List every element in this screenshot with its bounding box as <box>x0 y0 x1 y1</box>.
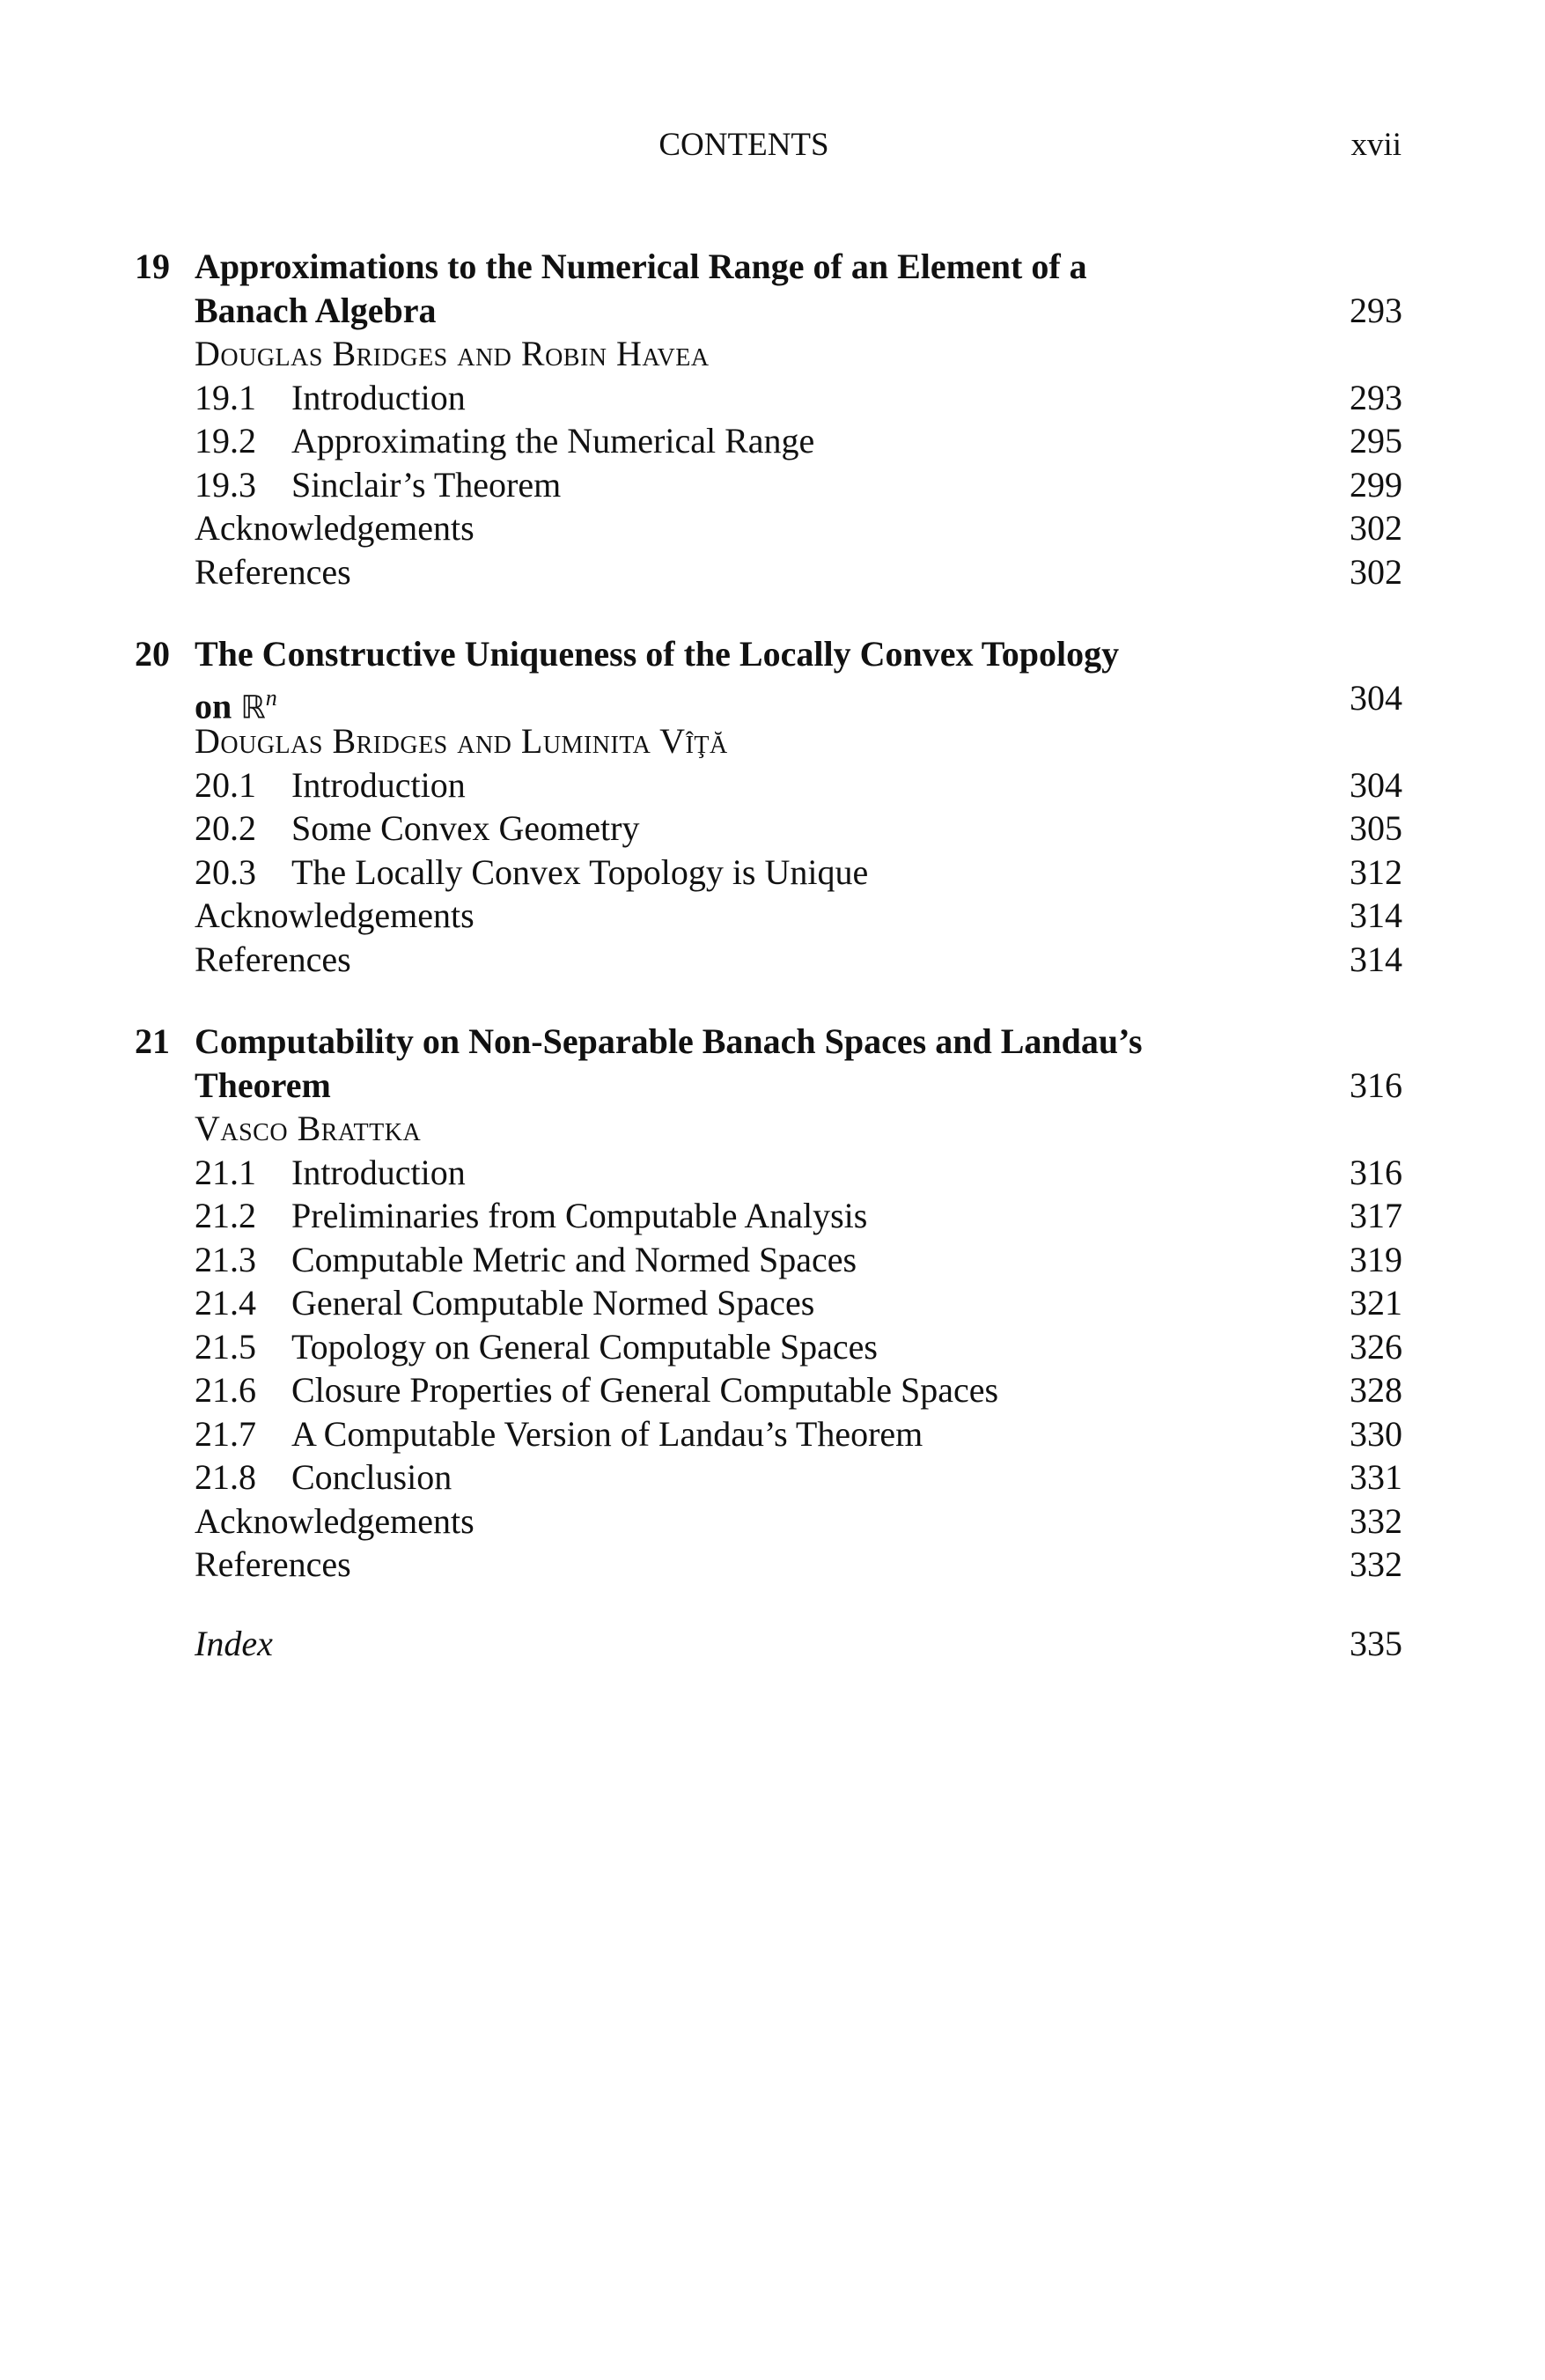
index-entry[interactable] <box>135 1622 1402 1666</box>
section-number: 21.1 <box>195 1152 256 1192</box>
section-title: Sinclair’s Theorem <box>291 464 562 505</box>
section-number: 21.4 <box>195 1283 256 1323</box>
section-number: 20.3 <box>195 851 256 892</box>
index-page: 335 <box>1350 1623 1402 1663</box>
references-page: 332 <box>1350 1544 1402 1584</box>
section-page: 293 <box>1350 377 1402 417</box>
acknowledgements-entry[interactable] <box>135 506 1402 550</box>
section-title: The Locally Convex Topology is Unique <box>291 851 869 892</box>
section-entry[interactable] <box>135 807 1402 851</box>
chapter-heading-continued[interactable] <box>135 1064 1402 1108</box>
section-number: 21.2 <box>195 1196 256 1235</box>
section-entry[interactable] <box>135 1151 1402 1195</box>
section-title: Introduction <box>291 377 466 417</box>
chapter-title: Computability on Non-Separable Banach Spaces and Landau’s <box>195 1021 1143 1061</box>
section-title: Preliminaries from Computable Analysis <box>291 1196 868 1235</box>
acknowledgements-label: Acknowledgements <box>195 1500 475 1541</box>
chapter-heading[interactable] <box>135 1020 1402 1064</box>
chapter-heading-continued[interactable] <box>135 676 1402 726</box>
section-number: 19.1 <box>195 377 256 417</box>
chapter-authors: Douglas Bridges and Robin Havea <box>195 334 710 373</box>
chapter-heading-continued[interactable] <box>135 289 1402 333</box>
section-title: Introduction <box>291 1152 466 1192</box>
references-entry[interactable] <box>135 550 1402 594</box>
section-title: General Computable Normed Spaces <box>291 1283 815 1323</box>
section-entry[interactable] <box>135 1194 1402 1238</box>
section-number: 20.2 <box>195 808 256 848</box>
table-of-contents <box>135 245 1402 1665</box>
section-number: 19.3 <box>195 464 256 505</box>
section-number: 21.6 <box>195 1370 256 1410</box>
chapter-heading[interactable] <box>135 632 1402 676</box>
acknowledgements-page: 332 <box>1350 1500 1402 1541</box>
section-entry[interactable] <box>135 463 1402 507</box>
references-entry[interactable] <box>135 938 1402 982</box>
exponent-n: n <box>265 684 277 711</box>
chapter-authors-line <box>135 719 1402 763</box>
section-number: 19.2 <box>195 421 256 461</box>
running-head <box>0 123 1545 167</box>
chapter-authors: Douglas Bridges and Luminita Vîţă <box>195 721 728 761</box>
acknowledgements-entry[interactable] <box>135 1499 1402 1544</box>
section-number: 21.3 <box>195 1239 256 1279</box>
section-entry[interactable] <box>135 851 1402 895</box>
section-title: Introduction <box>291 764 466 805</box>
section-entry[interactable] <box>135 1238 1402 1282</box>
references-label: References <box>195 939 351 979</box>
real-numbers-symbol: ℝ <box>240 689 266 726</box>
chapter-number: 21 <box>135 1021 170 1061</box>
acknowledgements-page: 302 <box>1350 508 1402 548</box>
acknowledgements-label: Acknowledgements <box>195 895 475 935</box>
section-page: 319 <box>1350 1239 1402 1279</box>
section-page: 326 <box>1350 1326 1402 1367</box>
chapter-19 <box>135 245 1402 593</box>
acknowledgements-entry[interactable] <box>135 894 1402 938</box>
chapter-21 <box>135 1020 1402 1587</box>
section-page: 305 <box>1350 808 1402 848</box>
section-page: 330 <box>1350 1413 1402 1454</box>
section-page: 321 <box>1350 1283 1402 1323</box>
section-number: 21.5 <box>195 1326 256 1367</box>
section-title: Computable Metric and Normed Spaces <box>291 1239 857 1279</box>
references-page: 314 <box>1350 939 1402 979</box>
chapter-title-prefix: on <box>195 685 241 726</box>
section-title: Approximating the Numerical Range <box>291 421 815 461</box>
section-entry[interactable] <box>135 1455 1402 1499</box>
chapter-page: 316 <box>1350 1065 1402 1105</box>
chapter-authors-line <box>135 332 1402 376</box>
section-entry[interactable] <box>135 1412 1402 1456</box>
section-entry[interactable] <box>135 1368 1402 1412</box>
section-page: 316 <box>1350 1152 1402 1192</box>
chapter-20 <box>135 632 1402 981</box>
section-title: A Computable Version of Landau’s Theorem <box>291 1413 923 1454</box>
section-page: 312 <box>1350 851 1402 892</box>
section-title: Closure Properties of General Computable Spaces <box>291 1370 999 1410</box>
section-page: 331 <box>1350 1457 1402 1497</box>
section-number: 20.1 <box>195 764 256 805</box>
section-page: 317 <box>1350 1196 1402 1235</box>
references-entry[interactable] <box>135 1543 1402 1587</box>
section-title: Conclusion <box>291 1457 452 1497</box>
section-page: 295 <box>1350 421 1402 461</box>
section-entry[interactable] <box>135 419 1402 463</box>
section-page: 304 <box>1350 764 1402 805</box>
running-title: CONTENTS <box>658 127 829 163</box>
chapter-title: Approximations to the Numerical Range of an Element of a <box>195 247 1087 286</box>
chapter-authors-line <box>135 1107 1402 1151</box>
section-number: 21.8 <box>195 1457 256 1497</box>
references-label: References <box>195 551 351 592</box>
page-number: xvii <box>1350 127 1402 163</box>
index-label: Index <box>195 1623 273 1663</box>
section-page: 328 <box>1350 1370 1402 1410</box>
chapter-title-continued: Theorem <box>195 1065 331 1105</box>
section-entry[interactable] <box>135 376 1402 420</box>
chapter-number: 20 <box>135 634 170 674</box>
section-title: Topology on General Computable Spaces <box>291 1326 878 1367</box>
section-entry[interactable] <box>135 1281 1402 1325</box>
section-entry[interactable] <box>135 763 1402 807</box>
chapter-page: 304 <box>1350 677 1402 718</box>
references-label: References <box>195 1544 351 1584</box>
chapter-heading[interactable] <box>135 245 1402 289</box>
section-entry[interactable] <box>135 1325 1402 1369</box>
references-page: 302 <box>1350 551 1402 592</box>
chapter-authors: Vasco Brattka <box>195 1109 422 1148</box>
chapter-number: 19 <box>135 247 170 286</box>
chapter-title: The Constructive Uniqueness of the Locally Convex Topology <box>195 634 1120 674</box>
acknowledgements-page: 314 <box>1350 895 1402 935</box>
chapter-page: 293 <box>1350 290 1402 330</box>
section-number: 21.7 <box>195 1413 256 1454</box>
section-page: 299 <box>1350 464 1402 505</box>
section-title: Some Convex Geometry <box>291 808 640 848</box>
acknowledgements-label: Acknowledgements <box>195 508 475 548</box>
chapter-title-continued: Banach Algebra <box>195 290 437 330</box>
